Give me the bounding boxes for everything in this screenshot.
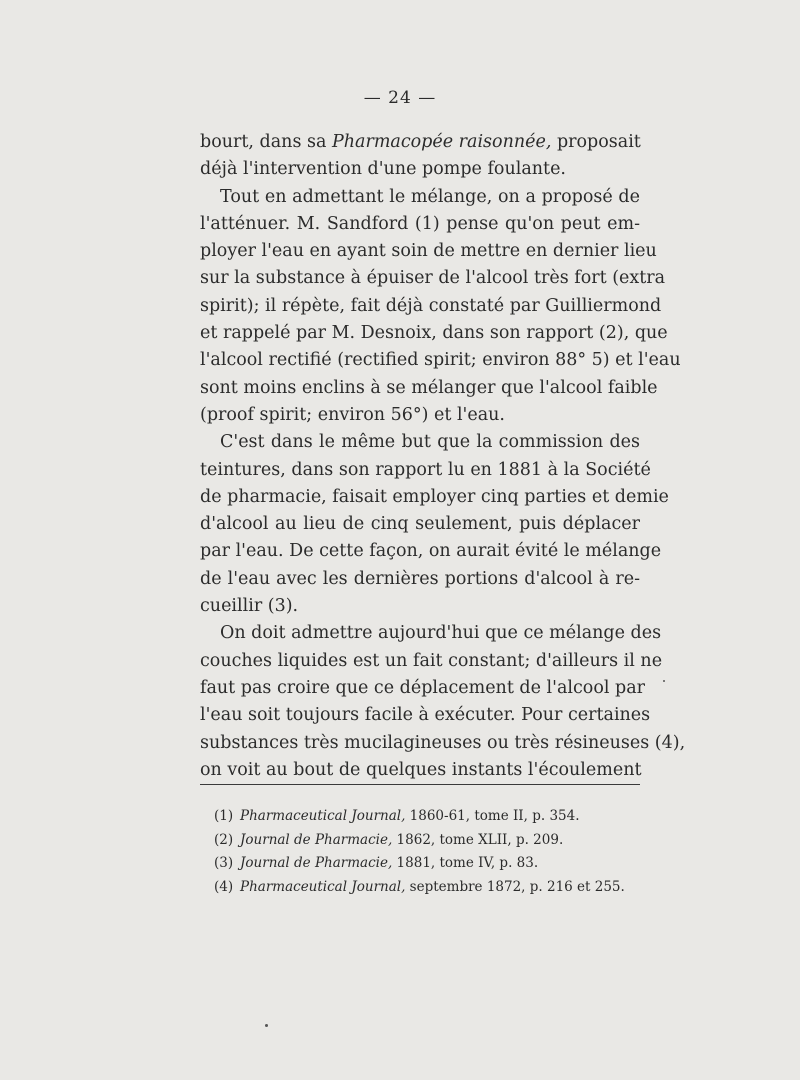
footnote-number: (4): [214, 878, 234, 895]
body-text: [200, 129, 686, 784]
footnote-reference: 1881, tome IV, p. 83.: [392, 855, 539, 871]
text-line: l'eau soit toujours facile à exécuter. Pour certaines: [200, 705, 651, 726]
footnote: [214, 876, 644, 900]
page-number: — 24 —: [363, 88, 437, 108]
text-line: ployer l'eau en ayant soin de mettre en dernier lieu: [200, 241, 657, 262]
text-line: sont moins enclins à se mélanger que l'alcool faible: [200, 377, 658, 398]
text-line: substances très mucilagineuses ou très résineuses (4),: [200, 732, 686, 753]
footnote-number: (3): [214, 855, 234, 871]
text-line: de l'eau avec les dernières portions d'alcool à re-: [200, 568, 640, 589]
text-line: teintures, dans son rapport lu en 1881 à la Société: [200, 459, 651, 480]
text-line: déjà l'intervention d'une pompe foulante.: [200, 159, 566, 180]
text-line: spirit); il répète, fait déjà constaté par Guilliermond: [200, 295, 662, 316]
footnote-reference: septembre 1872, p. 216 et 255.: [405, 878, 625, 895]
text-line: l'alcool rectifié (rectified spirit; environ 88° 5) et l'eau: [200, 350, 681, 371]
text-line: On doit admettre aujourd'hui que ce mélange des: [220, 623, 662, 644]
footnote-journal: Pharmaceutical Journal,: [240, 878, 406, 895]
footnote-divider: [200, 784, 640, 785]
text-line: faut pas croire que ce déplacement de l'alcool par: [200, 677, 646, 698]
text-line: cueillir (3).: [200, 596, 299, 617]
footnote-reference: 1862, tome XLII, p. 209.: [392, 831, 564, 848]
paper-speck: [265, 1024, 268, 1027]
footnote: [214, 829, 644, 853]
text-line: (proof spirit; environ 56°) et l'eau.: [200, 404, 505, 425]
text-line: on voit au bout de quelques instants l'écoulement: [200, 759, 642, 780]
text-line: l'atténuer. M. Sandford (1) pense qu'on peut em-: [200, 213, 640, 234]
text-line: bourt, dans sa Pharmacopée raisonnée, proposait: [200, 132, 641, 152]
footnote-number: (1): [214, 808, 234, 824]
text-line: de pharmacie, faisait employer cinq parties et demie: [200, 486, 669, 507]
footnote-journal: Pharmaceutical Journal,: [240, 808, 406, 824]
text-line: d'alcool au lieu de cinq seulement, puis déplacer: [200, 514, 640, 535]
text-line: Tout en admettant le mélange, on a proposé de: [220, 186, 640, 207]
footnote: [214, 805, 644, 829]
text-line: par l'eau. De cette façon, on aurait évité le mélange: [200, 541, 662, 562]
footnote-journal: Journal de Pharmacie,: [240, 855, 393, 871]
paper-speck: [663, 680, 665, 682]
text-line: sur la substance à épuiser de l'alcool très fort (extra: [200, 268, 666, 289]
footnote: [214, 852, 644, 876]
text-line: C'est dans le même but que la commission des: [220, 432, 640, 453]
text-line: couches liquides est un fait constant; d'ailleurs il ne: [200, 650, 663, 671]
footnotes: [214, 805, 644, 899]
text-line: et rappelé par M. Desnoix, dans son rapport (2), que: [200, 323, 668, 344]
footnote-journal: Journal de Pharmacie,: [240, 831, 393, 848]
footnote-reference: 1860-61, tome II, p. 354.: [405, 808, 580, 824]
footnote-number: (2): [214, 831, 234, 848]
